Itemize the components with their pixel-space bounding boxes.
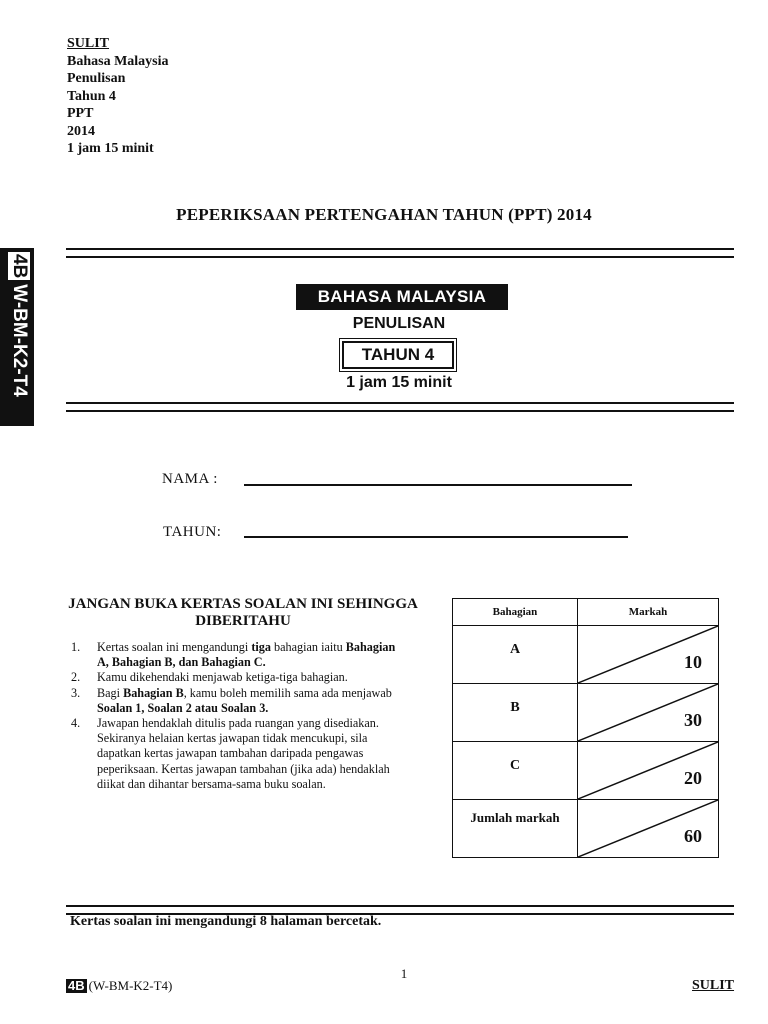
instructions-list — [68, 640, 398, 792]
section-cell — [453, 684, 578, 742]
footer-sulit: SULIT — [692, 978, 735, 993]
table-row — [453, 684, 719, 742]
instructions-heading: JANGAN BUKA KERTAS SOALAN INI SEHINGGA DIBERITAHU — [68, 596, 418, 629]
max-marks: 20 — [684, 768, 702, 788]
paper-label: Penulisan — [67, 71, 126, 86]
instruction-item-1 — [68, 640, 398, 670]
table-header-row — [453, 599, 719, 626]
instruction-item-2 — [68, 670, 398, 685]
page-count-note: Kertas soalan ini mengandungi 8 halaman bercetak. — [70, 914, 382, 929]
instruction-text: Bagi — [97, 685, 124, 700]
side-tab — [0, 248, 34, 426]
instruction-item-3 — [68, 686, 398, 716]
marks-cell — [578, 684, 719, 742]
sulit-label: SULIT — [67, 36, 110, 51]
total-label-cell — [453, 800, 578, 858]
footer-code-box: 4B — [68, 978, 85, 993]
bottom-double-rule — [66, 402, 734, 412]
marks-table — [452, 598, 719, 858]
section-label: A — [509, 642, 521, 657]
marks-cell — [578, 742, 719, 800]
table-row — [453, 742, 719, 800]
year-field-label: TAHUN: — [163, 524, 222, 540]
total-marks: 60 — [684, 826, 702, 846]
side-tab-text: W-BM-K2-T4 — [9, 284, 30, 397]
exam-title: PEPERIKSAAN PERTENGAHAN TAHUN (PPT) 2014 — [176, 205, 592, 224]
instruction-emphasis: Bahagian A, Bahagian B, dan Bahagian C. — [97, 640, 396, 670]
name-label: NAMA : — [162, 471, 218, 487]
paper-name: PENULISAN — [352, 315, 446, 332]
section-label: C — [509, 758, 521, 773]
table-total-row — [453, 800, 719, 858]
subject-label: Bahasa Malaysia — [67, 53, 169, 69]
year-box: TAHUN 4 — [342, 341, 454, 369]
side-tab-label — [5, 252, 33, 422]
max-marks: 30 — [684, 710, 702, 730]
section-column-header: Bahagian — [453, 599, 578, 626]
footer-code — [66, 978, 172, 994]
header-info — [67, 35, 169, 158]
instruction-emphasis: Soalan 1, Soalan 2 atau Soalan 3. — [97, 700, 269, 715]
exam-year-label: 2014 — [67, 123, 95, 139]
instruction-item-4 — [68, 716, 398, 792]
top-double-rule — [66, 248, 734, 258]
duration-center: 1 jam 15 minit — [346, 374, 452, 391]
instruction-number: 3. — [71, 685, 81, 700]
instruction-text: bahagian iaitu — [270, 640, 346, 654]
total-label: Jumlah markah — [470, 810, 560, 825]
page-number: 1 — [400, 966, 408, 981]
instruction-text: Kertas soalan ini mengandungi — [97, 640, 252, 654]
instruction-emphasis: Bahagian B — [123, 685, 184, 700]
instruction-number: 2. — [71, 670, 81, 685]
exam-label: PPT — [67, 106, 94, 121]
marks-column-header: Markah — [578, 599, 719, 626]
instruction-number: 4. — [71, 716, 81, 731]
instruction-number: 1. — [71, 640, 81, 654]
section-cell — [453, 626, 578, 684]
max-marks: 10 — [684, 652, 702, 672]
section-cell — [453, 742, 578, 800]
instruction-text: Kamu dikehendaki menjawab ketiga-tiga bahagian. — [97, 670, 348, 685]
table-row — [453, 626, 719, 684]
year-field[interactable] — [244, 536, 628, 538]
total-marks-cell — [578, 800, 719, 858]
name-field[interactable] — [244, 484, 632, 486]
instruction-text: Jawapan hendaklah ditulis pada ruangan yang disediakan. Sekiranya helaian kertas jawapan tidak mencukupi, sila dapatkan kertas jawapan tambahan daripada pengawas peperiksaan. Kertas jawapan tambahan (jika ada) hendaklah diikat dan dihantar bersama-sama buku soalan. — [97, 716, 390, 791]
footer-code-text: (W-BM-K2-T4) — [88, 978, 173, 993]
duration-label: 1 jam 15 minit — [67, 141, 154, 156]
year-label: Tahun 4 — [67, 88, 116, 104]
section-label: B — [510, 700, 520, 715]
subject-banner: BAHASA MALAYSIA — [296, 284, 508, 310]
instruction-text: , kamu boleh memilih sama ada menjawab — [183, 685, 392, 700]
instruction-emphasis: tiga — [251, 640, 271, 654]
side-tab-code: 4B — [9, 254, 30, 279]
marks-cell — [578, 626, 719, 684]
